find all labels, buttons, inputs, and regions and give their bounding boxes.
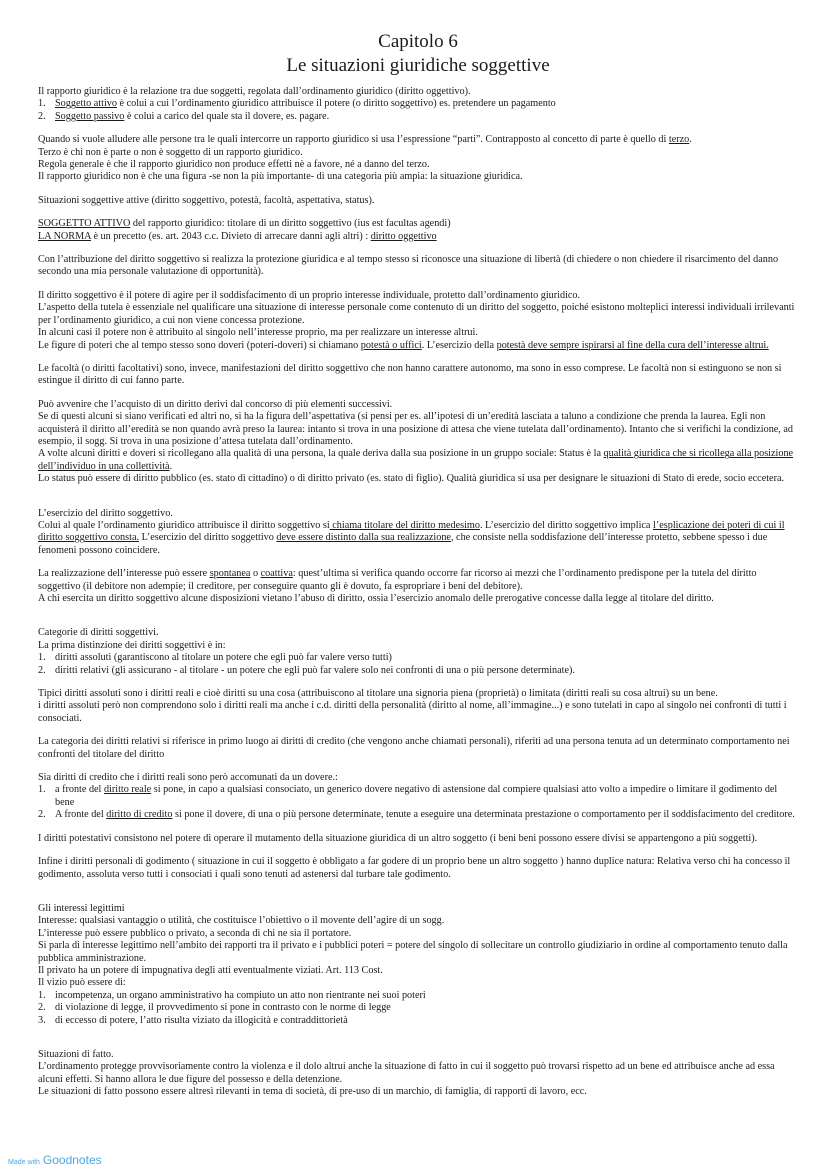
paragraph: Terzo è chi non è parte o non è soggetto di un rapporto giuridico. [38, 146, 303, 158]
paragraph: L’aspetto della tutela è essenziale nel qualificare una situazione di interesse personale come contenuto di un diritto del soggetto, poiché esistono molteplici interessi individuali irrilevanti per l’ordinamento giuridico, a cui non viene concessa protezione. [38, 302, 795, 326]
defect-list [38, 990, 798, 1027]
list-item [38, 1002, 798, 1014]
paragraph: La prima distinzione dei diritti soggettivi è in: [38, 639, 226, 651]
paragraph: L’interesse può essere pubblico o privato, a seconda di chi ne sia il portatore. [38, 927, 352, 939]
paragraph: Il diritto soggettivo è il potere di agire per il soddisfacimento di un proprio interesse individuale, protetto dall’ordinamento giuridico. [38, 289, 581, 301]
paragraph: Lo status può essere di diritto pubblico (es. stato di cittadino) o di diritto privato (es. stato di figlio). Qualità giuridica si usa per designare le situazioni di Stato di erede, socio eccetera. [38, 473, 785, 485]
underlined-term: diritto di credito [106, 809, 173, 821]
underlined-term: terzo [668, 134, 690, 146]
list-item [38, 1015, 798, 1027]
list-number: 2. [38, 110, 46, 122]
list-item: 2. A fronte del diritto di credito si pone il dovere, di una o più persone determinate, tenute a eseguire una determinata prestazione o comportamento per il soddisfacimento del creditore. [38, 809, 795, 821]
list-item [38, 111, 798, 123]
duty-list [38, 784, 798, 821]
chapter-title: Capitolo 6 [378, 31, 458, 52]
paragraph: Si parla di interesse legittimo nell’ambito dei rapporti tra il privato e i pubblici poteri = potere del singolo di sollecitare un controllo giudiziario in ordine al comportamento tenuto dalla pubblica amministrazione. [38, 940, 788, 964]
section-heading: Categorie di diritti soggettivi. [38, 627, 159, 639]
underlined-term: diritto reale [103, 784, 152, 796]
paragraph: Quando si vuole alludere alle persone tra le quali intercorre un rapporto giuridico si usa l’espressione “parti”. Contrapposto al concetto di parte è quello di terzo. [38, 134, 692, 146]
paragraph: L’ordinamento protegge provvisoriamente contro la violenza e il dolo altrui anche la situazione di fatto in cui il soggetto può trovarsi rispetto ad un bene ed attribuisce anche ad essa alcuni effetti. Si hanno allora le due figure del possesso e della detenzione. [38, 1061, 775, 1085]
underlined-term: SOGGETTO ATTIVO [38, 218, 131, 230]
underlined-term: coattiva [260, 568, 293, 580]
paragraph: A volte alcuni diritti e doveri si ricollegano alla qualità di una persona, la quale deriva dalla sua posizione in un gruppo sociale: Status è la qualità giuridica che si ricollega alla posizione dell’individuo in una collettività. [38, 448, 794, 472]
document-page [38, 30, 798, 1099]
paragraph: Il rapporto giuridico è la relazione tra due soggetti, regolata dall’ordinamento giuridico (diritto oggettivo). [38, 86, 471, 97]
paragraph: Se di questi alcuni si siano verificati ed altri no, si ha la figura dell’aspettativa (si pensi per es. all’ipotesi di un’eredità lasciata a taluno a condizione che prenda la laurea. Egli non acquisterà il diritto all’eredità se non quando avrà preso la laurea: intanto si trova in una posizione di attesa che viene tutelata dall’ordinamento). Intanto che si verifichi la condizione, ad esempio, il sogg. Si trova in una posizione d’attesa tutelata dall’ordinamento. [38, 411, 794, 447]
underlined-term: chiama titolare del diritto medesimo [329, 519, 480, 531]
list-text: di violazione di legge, il provvedimento si pone in contrasto con le norme di legge [55, 1002, 391, 1014]
paragraph: Il privato ha un potere di impugnativa degli atti eventualmente viziati. Art. 113 Cost. [38, 964, 383, 976]
list-number: 2. [38, 809, 46, 821]
document-body [38, 86, 798, 1099]
made-with-label: Made with [8, 1159, 40, 1166]
list-number: 1. [38, 989, 46, 1001]
underlined-term: l’esplicazione dei poteri di cui il diritto soggettivo consta. [38, 519, 785, 544]
list-item [38, 990, 798, 1002]
list-item [38, 665, 798, 677]
list-number: 2. [38, 1002, 46, 1014]
list-text: è colui a cui l’ordinamento giuridico attribuisce il potere (o diritto soggettivo) es. pretendere un pagamento [116, 98, 556, 110]
paragraph: Il vizio può essere di: [38, 977, 126, 989]
list-number: 1. [38, 652, 46, 664]
underlined-term: diritto oggettivo [370, 230, 437, 242]
paragraph: Le facoltà (o diritti facoltativi) sono, invece, manifestazioni del diritto soggettivo che non hanno carattere autonomo, ma sono in esso comprese. Le facoltà non si estinguono se non si estingue il diritto di cui fanno parte. [38, 362, 782, 387]
list-text: di eccesso di potere, l’atto risulta viziato da illogicità e contraddittorietà [55, 1014, 348, 1026]
underlined-term: deve essere distinto dalla sua realizzazione [276, 532, 451, 544]
rights-list [38, 652, 798, 677]
paragraph: In alcuni casi il potere non è attribuito al singolo nell’interesse proprio, ma per realizzare un interesse altrui. [38, 327, 478, 339]
underlined-term: qualità giuridica che si ricollega alla posizione dell’individuo in una collettività [38, 448, 794, 472]
section-heading: Situazioni di fatto. [38, 1048, 114, 1060]
list-number: 1. [38, 784, 46, 796]
paragraph: Può avvenire che l’acquisto di un diritto derivi dal concorso di più elementi successivi. [38, 398, 393, 410]
paragraph: La categoria dei diritti relativi si riferisce in primo luogo ai diritti di credito (che vengono anche chiamati personali), riferiti ad una persona tenuta ad un determinato comportamento nei confronti del titolare del diritto [38, 736, 790, 760]
paragraph: Interesse: qualsiasi vantaggio o utilità, che costituisce l’obiettivo o il movente dell’agire di un sogg. [38, 915, 445, 927]
list-text: è colui a carico del quale sta il dovere, es. pagare. [124, 110, 330, 122]
goodnotes-watermark [8, 1153, 102, 1167]
chapter-subtitle: Le situazioni giuridiche soggettive [286, 55, 550, 76]
paragraph: LA NORMA è un precetto (es. art. 2043 c.c. Divieto di arrecare danni agli altri) : diritto oggettivo [38, 230, 437, 242]
paragraph: Tipici diritti assoluti sono i diritti reali e cioè diritti su una cosa (attribuiscono al titolare una signoria piena (proprietà) o limitata (diritti reali su cosa altrui) su un bene. [38, 688, 718, 700]
paragraph: Colui al quale l’ordinamento giuridico attribuisce il diritto soggettivo si chiama titolare del diritto medesimo. L’esercizio del diritto soggettivo implica l’esplicazione dei poteri di cui il diritto soggettivo consta. L’esercizio del diritto soggettivo deve essere distinto dalla sua realizzazione, che consiste nella soddisfazione dell’interesse protetto, sebbene spesso i due fenomeni possono coincidere. [38, 519, 785, 556]
list-item [38, 652, 798, 664]
paragraph: i diritti assoluti però non comprendono solo i diritti reali ma anche i c.d. diritti della personalità (diritto al nome, all’immagine...) e sono tutelati in capo al singolo nei confronti di tutti i consociati. [38, 700, 787, 724]
paragraph: SOGGETTO ATTIVO del rapporto giuridico: titolare di un diritto soggettivo (ius est facultas agendi) [38, 218, 451, 230]
paragraph: La realizzazione dell’interesse può essere spontanea o coattiva: quest’ultima si verifica quando occorre far ricorso ai mezzi che l’ordinamento predispone per la tutela del diritto soggettivo (il debitore non adempie; il creditore, per conseguire quanto gli è dovuto, fa espropriare i beni del debitore). [38, 568, 757, 592]
underlined-term: potestà o uffici [360, 339, 422, 351]
paragraph: I diritti potestativi consistono nel potere di operare il mutamento della situazione giuridica di un altro soggetto (i beni beni possono essere divisi se appartengono a più soggetti). [38, 832, 758, 844]
underlined-term: Soggetto attivo [55, 98, 117, 110]
list-text: incompetenza, un organo amministrativo ha compiuto un atto non rientrante nei suoi poteri [55, 989, 426, 1001]
underlined-term: LA NORMA [38, 230, 91, 242]
underlined-term: Soggetto passivo [55, 110, 125, 122]
goodnotes-logo: Goodnotes [42, 1153, 102, 1167]
list-number: 3. [38, 1014, 46, 1026]
paragraph: Le figure di poteri che al tempo stesso sono doveri (poteri-doveri) si chiamano potestà o uffici. L’esercizio della potestà deve sempre ispirarsi al fine della cura dell’interesse altrui. [38, 339, 769, 351]
section-heading: L’esercizio del diritto soggettivo. [38, 507, 173, 519]
section-heading: Gli interessi legittimi [38, 902, 125, 914]
paragraph: Con l’attribuzione del diritto soggettivo si realizza la protezione giuridica e al tempo stesso si riconosce una situazione di libertà (di chiedere o non chiedere il risarcimento del danno secondo una mia personale valutazione di opportunità). [38, 254, 779, 278]
paragraph: Regola generale è che il rapporto giuridico non produce effetti nè a favore, né a danno del terzo. [38, 159, 430, 171]
underlined-term: potestà deve sempre ispirarsi al fine della cura dell’interesse altrui. [496, 339, 769, 351]
paragraph: Sia diritti di credito che i diritti reali sono però accomunati da un dovere.: [38, 772, 338, 784]
subject-list [38, 98, 798, 123]
list-item [38, 98, 798, 110]
paragraph: Infine i diritti personali di godimento ( situazione in cui il soggetto è obbligato a far godere di un proprio bene un altro soggetto ) hanno duplice natura: Relativa verso chi ha concesso il godimento, assoluta verso tutti i consociati i quali sono tenuti ad astenersi dal turbare tale godimento. [38, 856, 791, 880]
underlined-term: spontanea [209, 568, 251, 580]
paragraph: Il rapporto giuridico non è che una figura -se non la più importante- di una categoria più ampia: la situazione giuridica. [38, 171, 523, 183]
list-text: diritti assoluti (garantiscono al titolare un potere che egli può far valere verso tutti) [55, 652, 392, 664]
list-number: 1. [38, 98, 46, 110]
list-item: 1. a fronte del diritto reale si pone, in capo a qualsiasi consociato, un generico dovere negativo di astensione dal compiere qualsiasi atto volto a impedire o limitare il godimento del bene [38, 784, 778, 808]
paragraph: Le situazioni di fatto possono essere altresì rilevanti in tema di società, di pre-uso di un marchio, di famiglia, di rapporti di lavoro, ecc. [38, 1086, 587, 1098]
paragraph: Situazioni soggettive attive (diritto soggettivo, potestà, facoltà, aspettativa, status). [38, 194, 375, 206]
paragraph: A chi esercita un diritto soggettivo alcune disposizioni vietano l’abuso di diritto, ossia l’esercizio anomalo delle prerogative concesse dalla legge al titolare del diritto. [38, 593, 714, 604]
list-number: 2. [38, 664, 46, 676]
list-text: diritti relativi (gli assicurano - al titolare - un potere che egli può far valere solo nei confronti di una o più persone determinate). [55, 664, 575, 676]
